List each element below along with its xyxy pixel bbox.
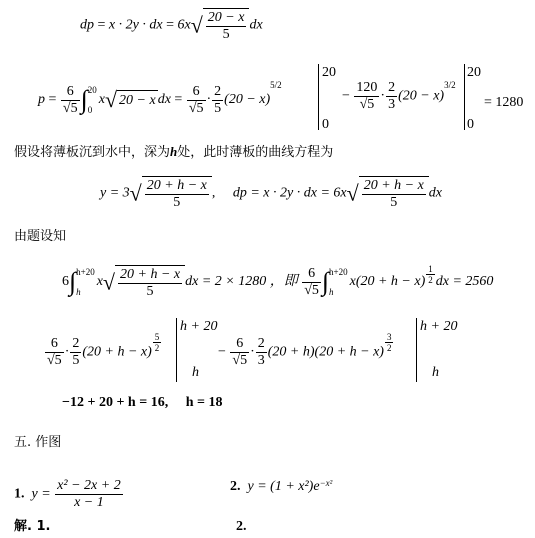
eq2-f1-den: √5	[188, 100, 204, 116]
prob1-label: 1.	[14, 486, 25, 502]
eq2-g2-num: 2	[388, 80, 396, 95]
eq2-term2: (20 − x)	[398, 88, 445, 104]
solution-label-2: 2.	[236, 519, 247, 534]
problem-2	[230, 478, 332, 496]
eq4-upper: h+20	[76, 267, 95, 277]
eq5-term: (20 + h − x)	[82, 344, 152, 360]
eq4-c-num: 6	[302, 266, 321, 283]
eq1-tail: dx	[249, 17, 263, 33]
integral-sign: ∫	[80, 85, 88, 114]
eq2-exp2: 3/2	[444, 80, 456, 90]
text1-post: 处，此时薄板的曲线方程为	[177, 145, 334, 160]
eq2-g1-den: √5	[359, 97, 375, 112]
eq4-den: 5	[146, 283, 154, 299]
eq4-x: x	[96, 274, 103, 290]
eq5-exp2-num: 3	[386, 332, 392, 342]
eval-bar-2	[464, 64, 465, 130]
equation-evaluated-part2: − $\frac{6}{√5}$ · $\frac{2}{3}$ (20 + h)(20 + h − x) $\frac{3}{2}$	[218, 332, 392, 368]
text-given: 由题设知	[14, 229, 67, 244]
eq5-d-den: 3	[257, 353, 265, 368]
eq5-b-den: 5	[72, 353, 80, 368]
eval-bar-3-bottom: h	[192, 365, 199, 380]
eq5-exp1-num: 5	[154, 332, 160, 342]
eval-bar-4	[416, 318, 417, 382]
eq4-exp-num: 1	[428, 263, 433, 274]
eval-bar-3	[176, 318, 177, 382]
problem-1	[14, 478, 124, 511]
equation-dp: dp = x · 2y · dx = 6x√ $\frac{20 - x}{5}$ dx	[80, 10, 263, 42]
eq5-c-num: 6	[230, 336, 249, 353]
equation-condition: 6∫ h+20 h x√ $\frac{20 + h - x}{5}$ dx = 2 × 1280 ，即 $\frac{6}{√5}$ ∫ h+20 h x(20 + h − x) $\frac{1}{2}$ dx = 2560	[62, 262, 493, 302]
prob1-num: x² − 2x + 2	[57, 478, 121, 493]
eq4-upper2: h+20	[329, 267, 348, 277]
text1-var: h	[170, 144, 178, 159]
eq2-g2-den: 3	[388, 97, 396, 112]
eval-bar-1	[318, 64, 319, 130]
text1-pre: 假设将薄板沉到水中，深为	[14, 145, 171, 160]
eq3-dp: dp = x · 2y · dx = 6x	[232, 185, 347, 201]
text-submerge	[14, 143, 333, 162]
eq4-lower2: h	[329, 287, 334, 297]
eval-bar-2-top: 20	[467, 65, 481, 80]
eq3-lhs: y = 3	[100, 185, 130, 201]
eq2-c-num: 6	[61, 84, 80, 101]
eq5-a-den: √5	[47, 353, 62, 368]
eq3-tail: dx	[428, 185, 443, 201]
eq4-body: x(20 + h − x)	[349, 274, 426, 290]
eq4-num: 20 + h − x	[120, 266, 181, 282]
eq2-f1-num: 6	[187, 84, 206, 101]
eq5-d-num: 2	[257, 336, 265, 351]
eq3-sep: ,	[211, 185, 216, 201]
eq5-c-den: √5	[232, 353, 248, 368]
eq2-g1-num: 120	[356, 80, 378, 95]
eq1-lhs: dp	[80, 17, 94, 33]
eq1-num: 20 − x	[207, 10, 245, 25]
eq2-lhs: p	[38, 92, 45, 108]
eq4-exp-den: 2	[428, 274, 433, 285]
eval-bar-4-bottom: h	[432, 365, 439, 380]
eq2-rad: 20 − x	[117, 90, 158, 110]
eq2-exp1: 5/2	[270, 80, 282, 90]
eq2-term: (20 − x)	[224, 92, 271, 108]
eq3-num: 20 + h − x	[146, 178, 207, 193]
eval-bar-2-bottom: 0	[467, 117, 474, 132]
eq4-lower: h	[76, 287, 81, 297]
eq5-exp2-den: 2	[386, 343, 392, 353]
eq2-c-den: √5	[62, 100, 78, 116]
eq6-left: −12 + 20 + h = 16,	[62, 395, 169, 410]
eq2-result: = 1280	[484, 95, 524, 110]
eq1-mid: x · 2y · dx	[108, 17, 163, 33]
eq5-a-num: 6	[45, 336, 64, 353]
prob2-exp: −x²	[319, 478, 333, 488]
eq4-c-den: √5	[304, 282, 319, 298]
eq2-integrand: x	[98, 92, 105, 108]
eq4-coef: 6	[62, 274, 69, 290]
eq6-right: h = 18	[185, 395, 223, 410]
prob2-label: 2.	[230, 479, 241, 494]
equation-curve: y = 3√ $\frac{20 + h - x}{5}$ , dp = x · 2y · dx = 6x√ $\frac{20 + h - x}{5}$ dx	[100, 178, 443, 210]
eq1-den: 5	[222, 27, 230, 42]
eval-bar-3-top: h + 20	[180, 319, 218, 334]
eq2-dx: dx	[157, 92, 171, 108]
prob1-den: x − 1	[74, 495, 104, 510]
eq5-exp1-den: 2	[154, 343, 160, 353]
equation-p: p = $\frac{6}{√5}$ ∫ 20 0 x√ 20 − x dx = $\frac{6}{√5}$ · $\frac{2}{5}$ $(20 - x)^{5/2}$	[38, 80, 282, 120]
eq3-den: 5	[173, 195, 181, 210]
eval-bar-1-top: 20	[322, 65, 336, 80]
equation-solution	[62, 394, 222, 412]
eq4-tail: dx = 2560	[435, 274, 494, 290]
equation-p-part2: − $\frac{120}{√5}$ · $\frac{2}{3}$ $(20 - x)^{3/2}$	[342, 80, 456, 112]
solution-label-1: 解. 1.	[14, 519, 51, 534]
eq5-b-num: 2	[72, 336, 80, 351]
eval-bar-1-bottom: 0	[322, 117, 329, 132]
prob2-expr: y = (1 + x²)e	[247, 479, 320, 494]
eval-bar-4-top: h + 20	[420, 319, 458, 334]
eq3-den2: 5	[390, 195, 398, 210]
eq2-f2-den: 5	[214, 100, 222, 116]
prob1-lhs: y =	[31, 486, 51, 502]
eq2-upper: 20	[87, 85, 97, 95]
eq2-f2-num: 2	[214, 83, 222, 99]
eq3-num2: 20 + h − x	[363, 178, 424, 193]
section-heading: 五. 作图	[14, 435, 62, 450]
eq5-term2: (20 + h)(20 + h − x)	[267, 344, 384, 360]
eq4-rhs: dx = 2 × 1280 ，即	[185, 274, 298, 290]
equation-evaluated: $\frac{6}{√5}$ · $\frac{2}{5}$ (20 + h − x) $\frac{5}{2}$	[47, 332, 160, 368]
eq1-radical: √ $\frac{20 - x}{5}$	[191, 8, 250, 43]
eq2-lower: 0	[87, 105, 93, 115]
eq1-coef: 6x	[177, 17, 191, 33]
